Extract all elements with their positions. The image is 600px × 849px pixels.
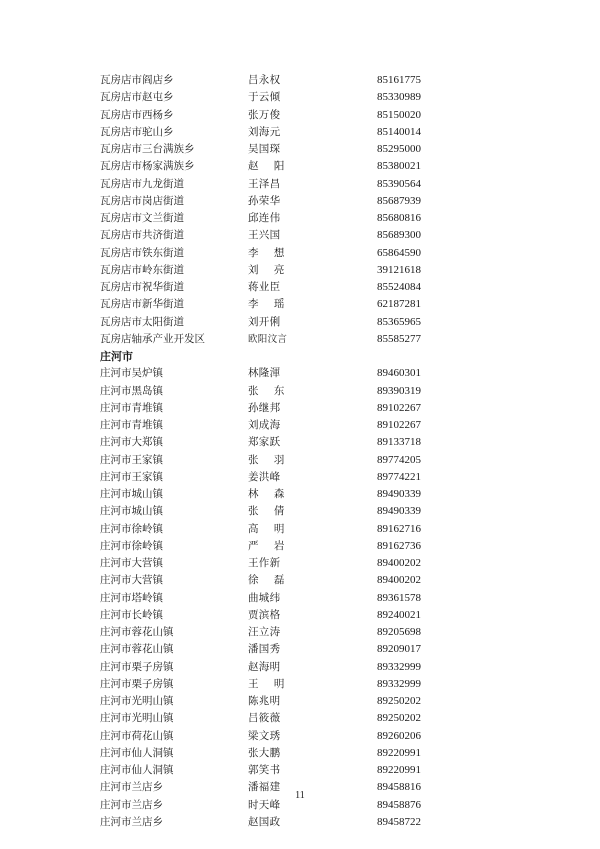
row-contact-name: 张大鹏 [248, 746, 281, 759]
row-place: 瓦房店市岗店街道 [100, 194, 184, 207]
table-row [0, 227, 600, 244]
row-place: 庄河市仙人洞镇 [100, 746, 174, 759]
row-place: 庄河市塔岭镇 [100, 591, 163, 604]
table-row [0, 176, 600, 193]
row-phone: 89102267 [377, 401, 421, 414]
row-phone: 89774205 [377, 453, 421, 466]
row-place: 瓦房店市岭东街道 [100, 263, 184, 276]
table-row [0, 383, 600, 400]
row-place: 庄河市青堆镇 [100, 419, 163, 431]
table-row [0, 469, 600, 486]
row-contact-name: 梁文琇 [248, 729, 281, 742]
row-contact-name: 林 森 [248, 488, 291, 500]
table-row [0, 89, 600, 106]
row-contact-name: 吴国琛 [248, 143, 281, 155]
table-row [0, 710, 600, 727]
row-contact-name: 张 倩 [248, 505, 291, 518]
row-phone: 89400202 [377, 557, 421, 569]
row-place: 瓦房店市祝华街道 [100, 281, 184, 293]
row-place: 庄河市黑岛镇 [100, 384, 163, 397]
table-row [0, 210, 600, 227]
table-row [0, 745, 600, 762]
table-row [0, 279, 600, 296]
row-contact-name: 王兴国 [248, 229, 281, 242]
row-contact-name: 吕筱薇 [248, 712, 281, 725]
row-contact-name: 王 明 [248, 677, 291, 690]
table-row [0, 434, 600, 451]
row-phone: 89460301 [377, 367, 421, 380]
table-row [0, 814, 600, 831]
row-contact-name: 赵 阳 [248, 160, 291, 173]
row-place: 瓦房店轴承产业开发区 [100, 332, 205, 345]
row-phone: 89490339 [377, 488, 421, 500]
row-place: 庄河市城山镇 [100, 488, 163, 500]
row-contact-name: 刘成海 [248, 419, 281, 431]
table-row [0, 245, 600, 262]
table-row [0, 452, 600, 469]
table-row [0, 107, 600, 124]
row-phone: 89458876 [377, 798, 421, 811]
table-row [0, 331, 600, 348]
row-place: 庄河市大郑镇 [100, 436, 163, 449]
row-phone: 89209017 [377, 643, 421, 656]
row-contact-name: 王作新 [248, 557, 281, 569]
row-place: 庄河市青堆镇 [100, 401, 163, 414]
row-contact-name: 高 明 [248, 522, 291, 535]
row-phone: 89332999 [377, 677, 421, 690]
row-phone: 89133718 [377, 436, 421, 449]
row-contact-name: 刘 亮 [248, 263, 291, 276]
table-row [0, 141, 600, 158]
row-phone: 85365965 [377, 315, 421, 328]
row-place: 庄河市蓉花山镇 [100, 626, 174, 638]
row-phone: 89458816 [377, 781, 421, 794]
row-place: 庄河市兰店乡 [100, 781, 163, 794]
row-contact-name: 张 东 [248, 384, 291, 397]
row-phone: 65864590 [377, 246, 421, 259]
row-contact-name: 张 羽 [248, 453, 291, 466]
row-place: 瓦房店市铁东街道 [100, 246, 184, 259]
row-contact-name: 贾滨格 [248, 608, 281, 621]
row-phone: 62187281 [377, 298, 421, 311]
row-phone: 85524084 [377, 281, 421, 293]
row-contact-name: 李 瑶 [248, 298, 291, 311]
row-place: 庄河市大营镇 [100, 574, 163, 587]
row-phone: 85687939 [377, 194, 421, 207]
row-phone: 85680816 [377, 212, 421, 224]
table-row [0, 158, 600, 175]
row-place: 庄河市栗子房镇 [100, 677, 174, 690]
row-contact-name: 时天峰 [248, 798, 281, 811]
table-row [0, 521, 600, 538]
table-row [0, 693, 600, 710]
row-phone: 89400202 [377, 574, 421, 587]
row-place: 庄河市光明山镇 [100, 695, 174, 707]
table-row [0, 365, 600, 382]
row-phone: 89220991 [377, 764, 421, 776]
table-row [0, 607, 600, 624]
row-phone: 89260206 [377, 729, 421, 742]
row-phone: 89458722 [377, 815, 421, 828]
table-row [0, 538, 600, 555]
row-contact-name: 蒋业臣 [248, 281, 281, 293]
row-place: 庄河市长岭镇 [100, 608, 163, 621]
row-contact-name: 姜洪峰 [248, 470, 281, 483]
row-phone: 85585277 [377, 332, 421, 345]
table-row [0, 641, 600, 658]
section-heading [0, 348, 600, 365]
table-row [0, 659, 600, 676]
row-contact-name: 徐 磊 [248, 574, 291, 587]
table-row [0, 728, 600, 745]
row-place: 瓦房店市新华街道 [100, 298, 184, 311]
row-place: 瓦房店市赵屯乡 [100, 91, 174, 104]
row-phone: 85295000 [377, 143, 421, 155]
row-phone: 89102267 [377, 419, 421, 431]
row-place: 瓦房店市杨家满族乡 [100, 160, 195, 173]
table-row [0, 590, 600, 607]
row-place: 庄河市仙人洞镇 [100, 764, 174, 776]
table-row [0, 262, 600, 279]
row-contact-name: 孙荣华 [248, 194, 281, 207]
row-phone: 89162736 [377, 539, 421, 552]
row-place: 庄河市栗子房镇 [100, 660, 174, 673]
row-place: 庄河市荷花山镇 [100, 729, 174, 742]
row-contact-name: 刘海元 [248, 125, 281, 138]
table-row [0, 676, 600, 693]
table-row [0, 555, 600, 572]
row-contact-name: 严 岩 [248, 539, 291, 552]
row-place: 瓦房店市驼山乡 [100, 125, 174, 138]
row-phone: 89390319 [377, 384, 421, 397]
row-contact-name: 赵海明 [248, 660, 281, 673]
row-phone: 89205698 [377, 626, 421, 638]
row-phone: 89162716 [377, 522, 421, 535]
row-place: 瓦房店市太阳街道 [100, 315, 184, 328]
row-phone: 85390564 [377, 177, 421, 190]
table-row [0, 486, 600, 503]
row-place: 庄河市城山镇 [100, 505, 163, 518]
row-place: 庄河市吴炉镇 [100, 367, 163, 380]
row-phone: 85161775 [377, 74, 421, 86]
row-place: 庄河市兰店乡 [100, 798, 163, 811]
row-contact-name: 欧阳汶言 [248, 333, 288, 345]
table-row [0, 624, 600, 641]
row-contact-name: 王泽昌 [248, 177, 281, 190]
table-row [0, 417, 600, 434]
row-contact-name: 张万俊 [248, 108, 281, 121]
row-place: 瓦房店市九龙街道 [100, 177, 184, 190]
table-row [0, 572, 600, 589]
row-contact-name: 曲城纬 [248, 591, 281, 604]
row-place: 庄河市蓉花山镇 [100, 643, 174, 656]
table-row [0, 124, 600, 141]
row-phone: 89774221 [377, 470, 421, 483]
row-place: 庄河市徐岭镇 [100, 522, 163, 535]
row-contact-name: 刘开俐 [248, 315, 281, 328]
row-phone: 85140014 [377, 125, 421, 138]
row-phone: 85150020 [377, 108, 421, 121]
row-place: 瓦房店市西杨乡 [100, 108, 174, 121]
row-phone: 89490339 [377, 505, 421, 518]
row-contact-name: 郑家跃 [248, 436, 281, 449]
row-place: 庄河市徐岭镇 [100, 539, 163, 552]
row-contact-name: 李 想 [248, 246, 291, 259]
row-phone: 85330989 [377, 91, 421, 104]
row-place: 庄河市王家镇 [100, 453, 163, 466]
row-place: 庄河市兰店乡 [100, 815, 163, 828]
row-phone: 89332999 [377, 660, 421, 673]
row-place: 庄河市大营镇 [100, 557, 163, 569]
row-phone: 89250202 [377, 712, 421, 725]
table-row [0, 503, 600, 520]
page-number: 11 [295, 790, 305, 801]
row-contact-name: 赵国政 [248, 815, 281, 828]
row-contact-name: 孙继邦 [248, 401, 281, 414]
table-row [0, 314, 600, 331]
row-place: 瓦房店市阎店乡 [100, 74, 174, 86]
row-contact-name: 汪立涛 [248, 626, 281, 638]
row-contact-name: 于云倾 [248, 91, 281, 104]
row-contact-name: 郭笑书 [248, 764, 281, 776]
section-title: 庄河市 [100, 350, 133, 363]
table-row [0, 296, 600, 313]
table-row [0, 762, 600, 779]
table-row [0, 72, 600, 89]
row-phone: 85380021 [377, 160, 421, 173]
row-contact-name: 陈兆明 [248, 695, 281, 707]
row-contact-name: 潘国秀 [248, 643, 281, 656]
row-phone: 85689300 [377, 229, 421, 242]
table-row [0, 400, 600, 417]
row-place: 瓦房店市三台满族乡 [100, 143, 195, 155]
row-contact-name: 林隆渾 [248, 367, 281, 380]
row-phone: 39121618 [377, 263, 421, 276]
row-phone: 89220991 [377, 746, 421, 759]
row-phone: 89250202 [377, 695, 421, 707]
row-phone: 89240021 [377, 608, 421, 621]
row-phone: 89361578 [377, 591, 421, 604]
row-contact-name: 潘福建 [248, 781, 281, 794]
row-place: 瓦房店市共济街道 [100, 229, 184, 242]
table-row [0, 193, 600, 210]
row-place: 瓦房店市文兰街道 [100, 212, 184, 224]
row-place: 庄河市光明山镇 [100, 712, 174, 725]
row-place: 庄河市王家镇 [100, 470, 163, 483]
row-contact-name: 吕永权 [248, 74, 281, 86]
row-contact-name: 邱连伟 [248, 212, 281, 224]
